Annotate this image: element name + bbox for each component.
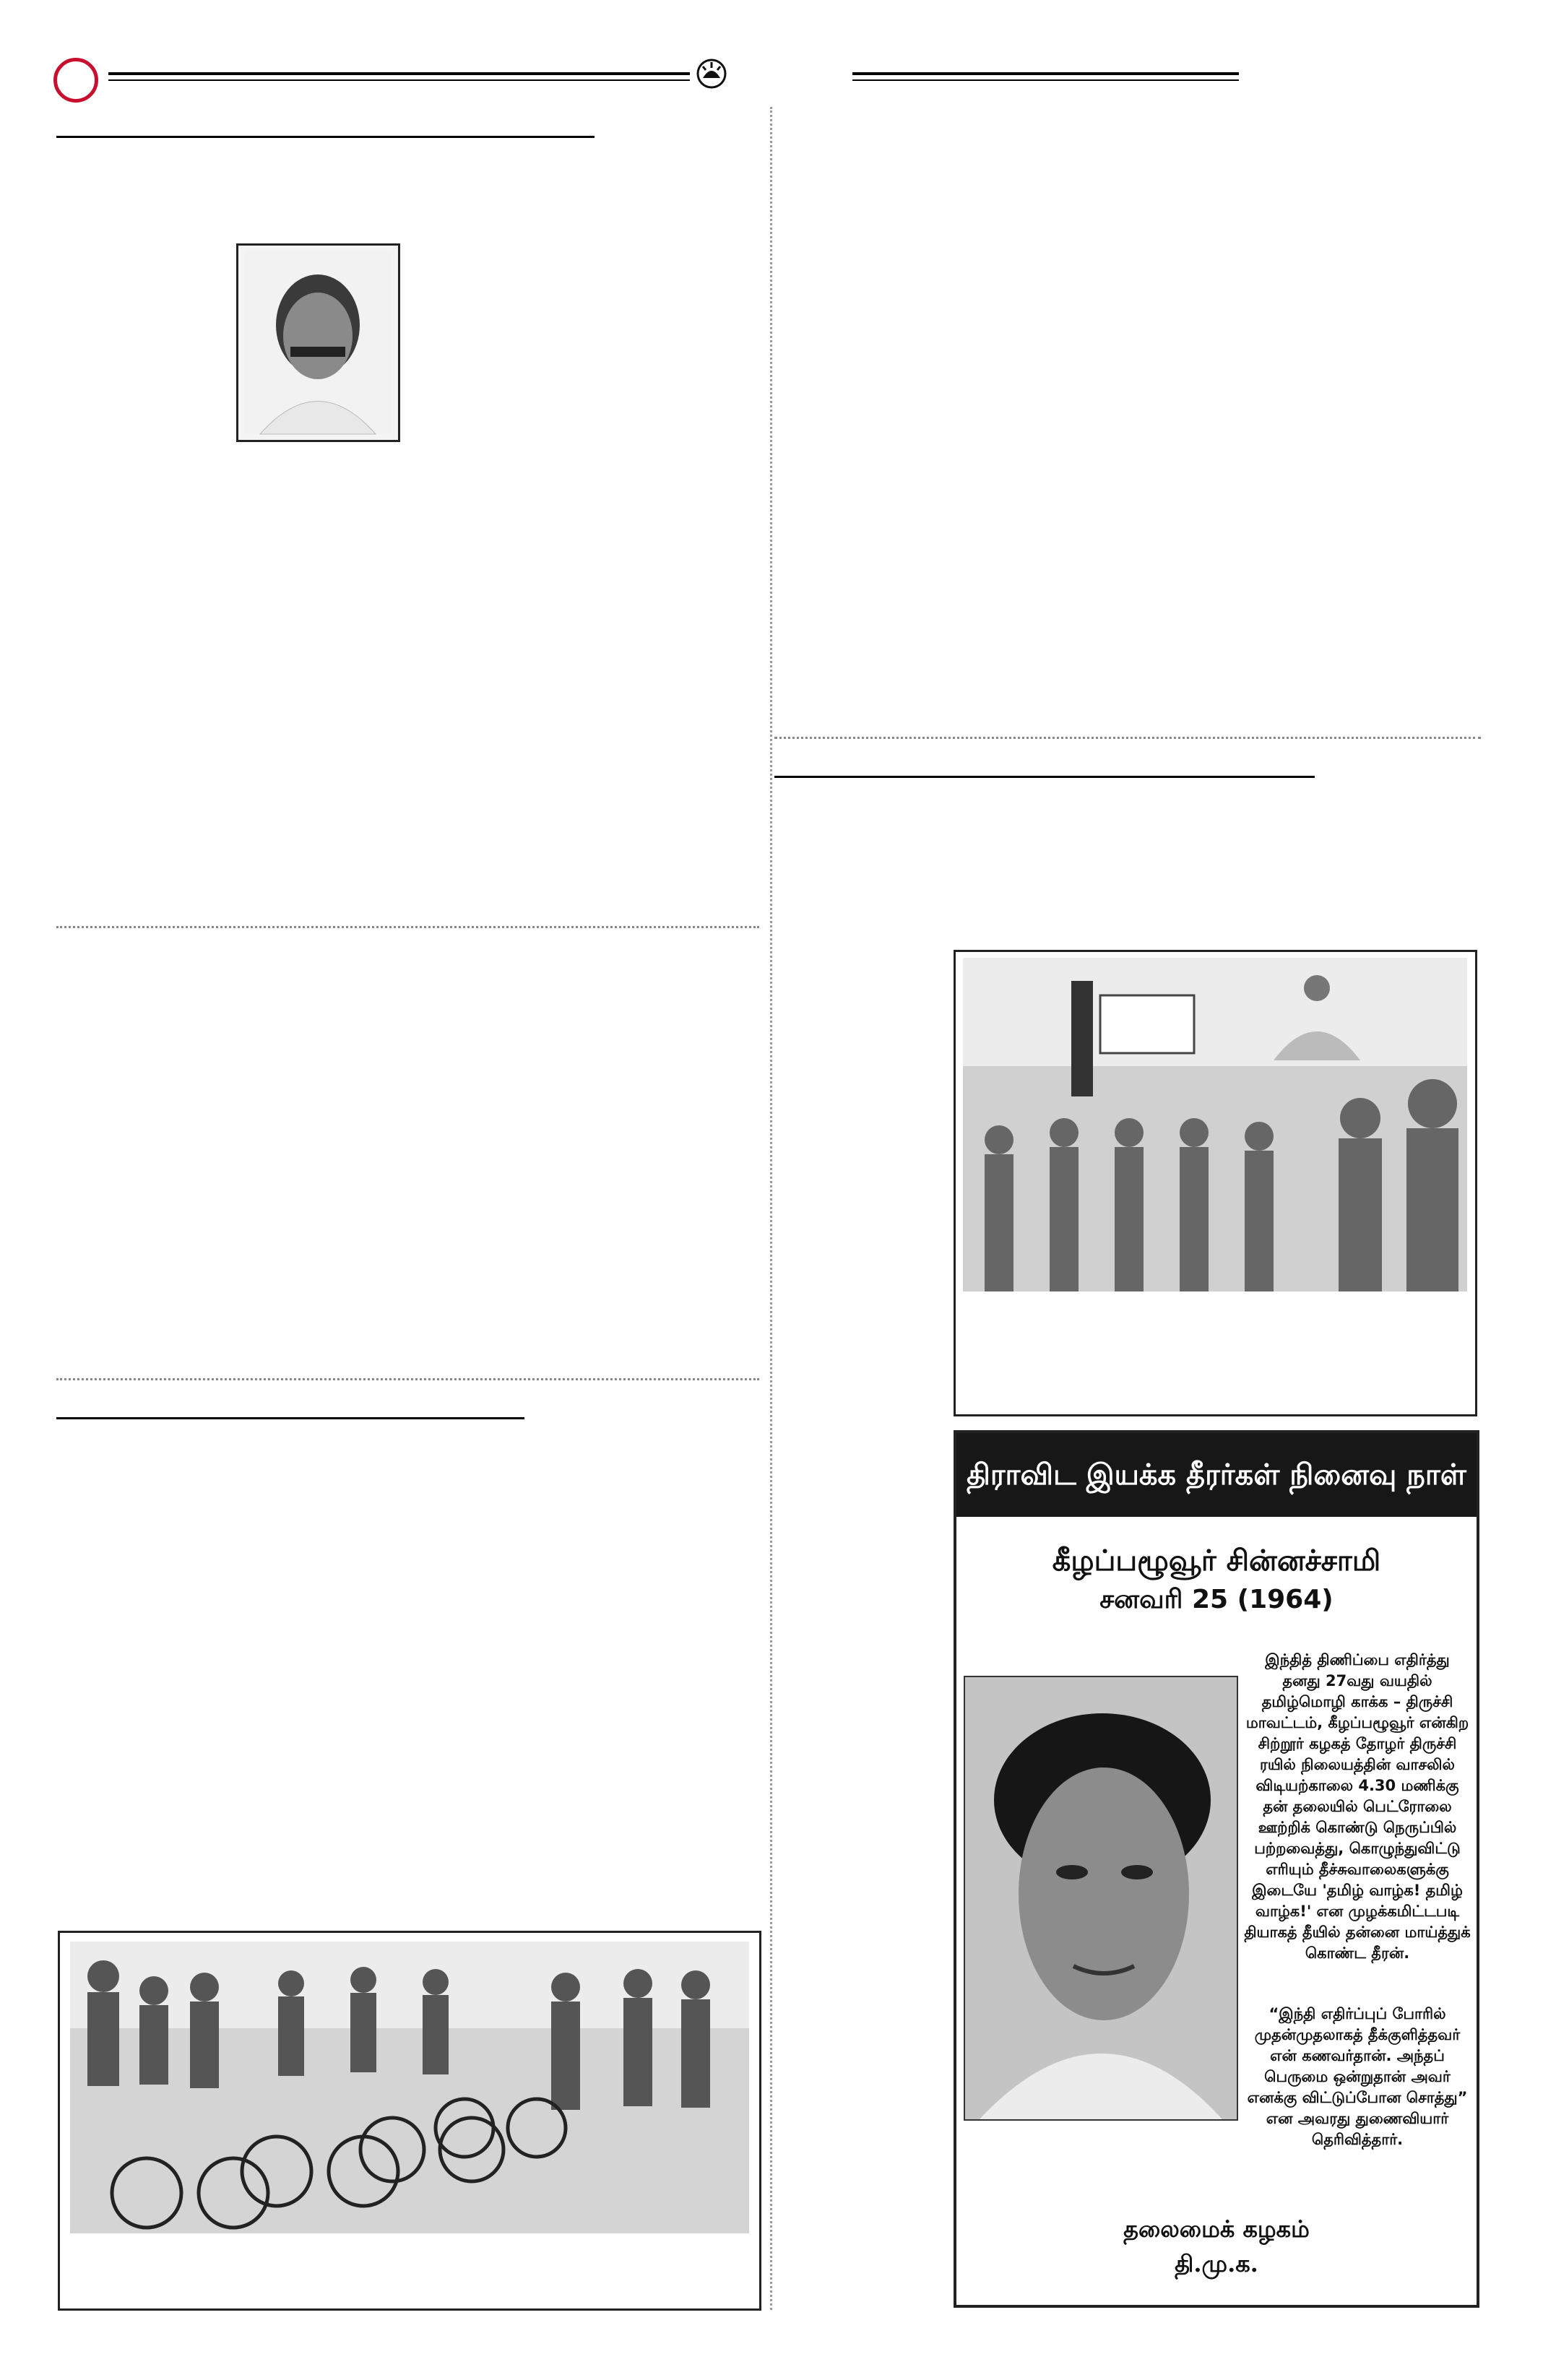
headline-underline-3 xyxy=(774,776,1315,778)
header-rule-right-top xyxy=(852,72,1239,75)
portrait-photo xyxy=(238,246,398,440)
header-rule-left-bottom xyxy=(108,79,690,81)
header-rule-left-top xyxy=(108,72,690,75)
memorial-banner-title: திராவிட இயக்க தீரர்கள் நினைவு நாள் xyxy=(967,1458,1466,1492)
cycle-distribution-photo-frame xyxy=(58,1931,761,2311)
section-divider-3 xyxy=(774,737,1481,739)
memorial-banner xyxy=(956,1433,1477,1517)
memorial-portrait xyxy=(964,1676,1238,2121)
section-divider-1 xyxy=(56,926,759,928)
header-emblem-icon xyxy=(696,58,727,90)
section-divider-2 xyxy=(56,1378,759,1380)
memorial-paragraph-1: இந்தித் திணிப்பை எதிர்த்து தனது 27வது வயதில் தமிழ்மொழி காக்க – திருச்சி மாவட்டம், கீழப்பழூவூர் என்கிற சிற்றூர் கழகத் தோழர் திருச்சி ரயில் நிலையத்தின் வாசலில் விடியற்காலை 4.30 மணிக்கு தன் தலையில் பெட்ரோலை ஊற்றிக் கொண்டு நெருப்பில் பற்றவைத்து, கொழுந்துவிட்டு எரியும் தீச்சுவாலைகளுக்கு இடையே 'தமிழ் வாழ்க! தமிழ் வாழ்க!' என முழக்கமிட்டபடி தியாகத் தீயில் தன்னை மாய்த்துக் கொண்ட தீரன். xyxy=(1244,1651,1471,1962)
statue-tribute-photo-frame xyxy=(954,950,1477,1416)
memorial-paragraph-2: “இந்தி எதிர்ப்புப் போரில் முதன்முதலாகத் தீக்குளித்தவர் என் கணவர்தான். அந்தப் பெருமை ஒன்றுதான் அவர் எனக்கு விட்டுப்போன சொத்து” என அவரது துணைவியார் தெரிவித்தார். xyxy=(1247,2005,1468,2148)
memorial-advertisement xyxy=(954,1430,1479,2308)
page-marker-circle xyxy=(53,58,98,103)
statue-tribute-photo xyxy=(956,952,1475,1414)
memorial-name: கீழப்பழூவூர் சின்னச்சாமி xyxy=(1052,1544,1381,1578)
memorial-date: சனவரி 25 (1964) xyxy=(1099,1585,1334,1614)
portrait-photo-frame xyxy=(236,243,400,442)
headline-underline-1 xyxy=(56,136,595,138)
memorial-footer-line-1: தலைமைக் கழகம் xyxy=(1123,2215,1310,2243)
headline-underline-2 xyxy=(56,1417,524,1419)
memorial-footer-line-2: தி.மு.க. xyxy=(1175,2250,1258,2277)
header-rule-right-bottom xyxy=(852,79,1239,81)
cycle-distribution-photo xyxy=(60,1933,759,2308)
column-separator xyxy=(770,107,772,2310)
